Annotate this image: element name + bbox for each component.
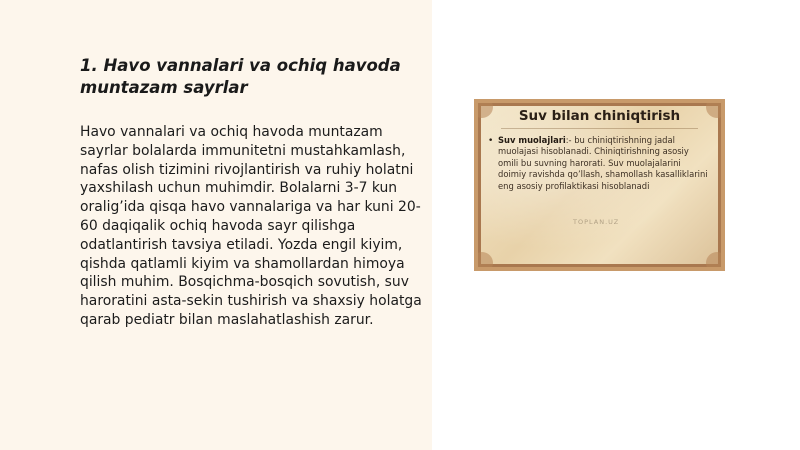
slide-bold-term: Suv muolajlari xyxy=(498,135,566,145)
bullet-icon: • xyxy=(488,136,494,146)
parchment-frame xyxy=(478,103,721,267)
frame-ornament xyxy=(474,252,493,271)
slide-body-rest: :- bu chiniqtirishning jadal muolajasi hisoblanadi. Chiniqtirishning asosiy omili bu suvning harorati. Suv muolajalarini doimiy ravishda qo’llash, shamollash kasalliklarini eng asosiy profilaktikasi hisoblanadi xyxy=(498,135,708,191)
slide-picture xyxy=(474,99,725,271)
frame-ornament xyxy=(706,252,725,271)
watermark-stamp: TOPLAN.UZ xyxy=(573,218,620,226)
slide-body-text xyxy=(498,135,710,192)
section-heading: 1. Havo vannalari va ochiq havoda muntazam sayrlar xyxy=(80,56,401,97)
slide-title: Suv bilan chiniqtirish xyxy=(518,108,681,124)
section-body-text: Havo vannalari va ochiq havoda muntazam sayrlar bolalarda immunitetni mustahkamlash, nafas olish tizimini rivojlantirish va ruhiy holatni yaxshilash uchun muhimdir. Bolalarni 3-7 kun oralig’ida qisqa havo vannalariga va har kuni 20-60 daqiqalik ochiq havoda sayr qilishga odatlantirish tavsiya etiladi. Yozda engil kiyim, qishda qatlamli kiyim va shamollardan himoya qilish muhim. Bosqichma-bosqich sovutish, suv haroratini asta-sekin tushirish va shaxsiy holatga qarab pediatr bilan maslahatlashish zarur. xyxy=(80,124,422,328)
slide-title-divider xyxy=(501,128,698,129)
